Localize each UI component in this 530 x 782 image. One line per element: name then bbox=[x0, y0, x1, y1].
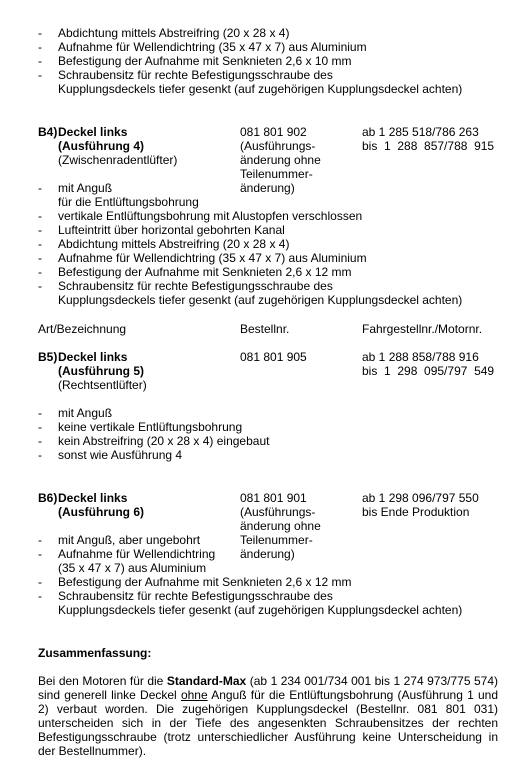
summary-text: Bei den Motoren für die bbox=[38, 674, 164, 688]
section-code: B4) bbox=[38, 125, 58, 139]
list-item bbox=[0, 420, 530, 434]
order-note: (Ausführungs- bbox=[240, 505, 316, 519]
column-header bbox=[0, 322, 530, 336]
list-text: mit Anguß, aber ungebohrt bbox=[58, 533, 201, 547]
order-number: 081 801 905 bbox=[240, 350, 307, 364]
header-art: Art/Bezeichnung bbox=[38, 322, 127, 336]
list-item bbox=[0, 237, 530, 251]
list-text: Abdichtung mittels Abstreifring (20 x 28 x 4) bbox=[58, 237, 290, 251]
list-item bbox=[0, 251, 530, 265]
list-text: Lufteintritt über horizontal gebohrten Kanal bbox=[58, 223, 285, 237]
bullet-dash: - bbox=[38, 209, 42, 223]
list-text: Kupplungsdeckels tiefer gesenkt (auf zugehörigen Kupplungsdeckel achten) bbox=[58, 603, 463, 617]
bullet-dash: - bbox=[38, 434, 42, 448]
list-text: Kupplungsdeckels tiefer gesenkt (auf zugehörigen Kupplungsdeckel achten) bbox=[58, 293, 463, 307]
list-item bbox=[0, 40, 530, 54]
order-number: 081 801 901 bbox=[240, 491, 307, 505]
range-to: bis 1 298 095/797 549 bbox=[362, 364, 495, 378]
bullet-dash: - bbox=[38, 589, 42, 603]
list-item-continuation bbox=[0, 561, 530, 575]
bullet-dash: - bbox=[38, 237, 42, 251]
section-title: Deckel links bbox=[58, 350, 128, 364]
order-note: (Ausführungs- bbox=[240, 139, 316, 153]
section-subtitle: (Ausführung 5) bbox=[58, 364, 144, 378]
section-subtitle: (Ausführung 4) bbox=[58, 139, 144, 153]
top-list bbox=[0, 26, 530, 96]
list-text: mit Anguß bbox=[58, 181, 113, 195]
bullet-dash: - bbox=[38, 547, 42, 561]
bullet-dash: - bbox=[38, 54, 42, 68]
list-text: Kupplungsdeckels tiefer gesenkt (auf zugehörigen Kupplungsdeckel achten) bbox=[58, 82, 463, 96]
order-number: 081 801 902 bbox=[240, 125, 307, 139]
list-item bbox=[0, 223, 530, 237]
section-b6 bbox=[0, 491, 530, 617]
list-text: Befestigung der Aufnahme mit Senknieten 2,6 x 12 mm bbox=[58, 575, 352, 589]
summary-underlined: ohne bbox=[180, 688, 208, 702]
range-from: ab 1 288 858/788 916 bbox=[362, 350, 479, 364]
order-note: änderung ohne bbox=[240, 153, 321, 167]
list-item bbox=[0, 448, 530, 462]
order-note: Teilenummer- bbox=[240, 533, 313, 547]
range-from: ab 1 285 518/786 263 bbox=[362, 125, 479, 139]
list-item bbox=[0, 54, 530, 68]
list-item bbox=[0, 434, 530, 448]
list-item-continuation bbox=[0, 82, 530, 96]
order-note: änderung) bbox=[240, 181, 295, 195]
list-text: sonst wie Ausführung 4 bbox=[58, 448, 183, 462]
list-text: Befestigung der Aufnahme mit Senknieten 2,6 x 12 mm bbox=[58, 265, 352, 279]
list-item bbox=[0, 406, 530, 420]
list-text: Schraubensitz für rechte Befestigungsschraube des bbox=[58, 589, 333, 603]
section-b4 bbox=[0, 125, 530, 307]
list-text: kein Abstreifring (20 x 28 x 4) eingebaut bbox=[58, 434, 270, 448]
list-text: Aufnahme für Wellendichtring (35 x 47 x 7) aus Aluminium bbox=[58, 251, 367, 265]
list-text: für die Entlüftungsbohrung bbox=[58, 195, 199, 209]
list-text: keine vertikale Entlüftungsbohrung bbox=[58, 420, 243, 434]
bullet-dash: - bbox=[38, 575, 42, 589]
list-item-continuation bbox=[0, 195, 530, 209]
bullet-dash: - bbox=[38, 406, 42, 420]
list-item bbox=[0, 209, 530, 223]
section-code: B6) bbox=[38, 491, 58, 505]
range-to: bis 1 288 857/788 915 bbox=[362, 139, 495, 153]
bullet-dash: - bbox=[38, 533, 42, 547]
order-note: änderung) bbox=[240, 547, 295, 561]
list-item bbox=[0, 575, 530, 589]
bullet-dash: - bbox=[38, 448, 42, 462]
bullet-dash: - bbox=[38, 251, 42, 265]
order-note: änderung ohne bbox=[240, 519, 321, 533]
list-text: vertikale Entlüftungsbohrung mit Alustopfen verschlossen bbox=[58, 209, 363, 223]
list-text: Abdichtung mittels Abstreifring (20 x 28 x 4) bbox=[58, 26, 290, 40]
section-code: B5) bbox=[38, 350, 58, 364]
summary-bold: Standard-Max bbox=[166, 674, 247, 688]
section-b5 bbox=[0, 350, 530, 462]
list-item-continuation bbox=[0, 603, 530, 617]
header-bestellnr: Bestellnr. bbox=[240, 322, 290, 336]
bullet-dash: - bbox=[38, 40, 42, 54]
list-text: Schraubensitz für rechte Befestigungsschraube des bbox=[58, 279, 333, 293]
list-text: mit Anguß bbox=[58, 406, 113, 420]
range-from: ab 1 298 096/797 550 bbox=[362, 491, 479, 505]
summary-text: Anguß für die Entlüftungsbohrung (Ausführung 1 und 2) verbaut worden. Die zugehörigen Kupplungsdeckel (Bestellnr. 081 801 031) unterscheiden sich in der Tiefe des angesenkten Schraubensitzes der rechten Befestigungsschraube (trotz unterschiedlicher Ausführung keine Unterscheidung in der Bestellnummer). bbox=[38, 688, 499, 758]
range-to: bis Ende Produktion bbox=[362, 505, 470, 519]
section-title: Deckel links bbox=[58, 125, 128, 139]
bullet-dash: - bbox=[38, 265, 42, 279]
section-subtitle: (Ausführung 6) bbox=[58, 505, 144, 519]
list-item bbox=[0, 589, 530, 603]
list-text: Befestigung der Aufnahme mit Senknieten 2,6 x 10 mm bbox=[58, 54, 352, 68]
section-title: Deckel links bbox=[58, 491, 128, 505]
list-item bbox=[0, 68, 530, 82]
bullet-dash: - bbox=[38, 26, 42, 40]
list-text: Aufnahme für Wellendichtring (35 x 47 x 7) aus Aluminium bbox=[58, 40, 367, 54]
list-item bbox=[0, 26, 530, 40]
bullet-dash: - bbox=[38, 223, 42, 237]
summary-heading: Zusammenfassung: bbox=[38, 646, 152, 660]
bullet-dash: - bbox=[38, 420, 42, 434]
summary-paragraph bbox=[38, 674, 498, 758]
list-item bbox=[0, 279, 530, 293]
list-item-continuation bbox=[0, 293, 530, 307]
list-text: Schraubensitz für rechte Befestigungsschraube des bbox=[58, 68, 333, 82]
section-note: (Zwischenradentlüfter) bbox=[58, 153, 178, 167]
bullet-dash: - bbox=[38, 181, 42, 195]
list-text: Aufnahme für Wellendichtring bbox=[58, 547, 216, 561]
list-text: (35 x 47 x 7) aus Aluminium bbox=[58, 561, 207, 575]
bullet-dash: - bbox=[38, 279, 42, 293]
list-item bbox=[0, 265, 530, 279]
order-note: Teilenummer- bbox=[240, 167, 313, 181]
section-note: (Rechtsentlüfter) bbox=[58, 378, 147, 392]
bullet-dash: - bbox=[38, 68, 42, 82]
header-fahrgestellnr: Fahrgestellnr./Motornr. bbox=[362, 322, 483, 336]
summary-text: (ab 1 234 001/734 001 bis 1 274 973/775 574) sind generell linke Deckel bbox=[38, 674, 499, 702]
